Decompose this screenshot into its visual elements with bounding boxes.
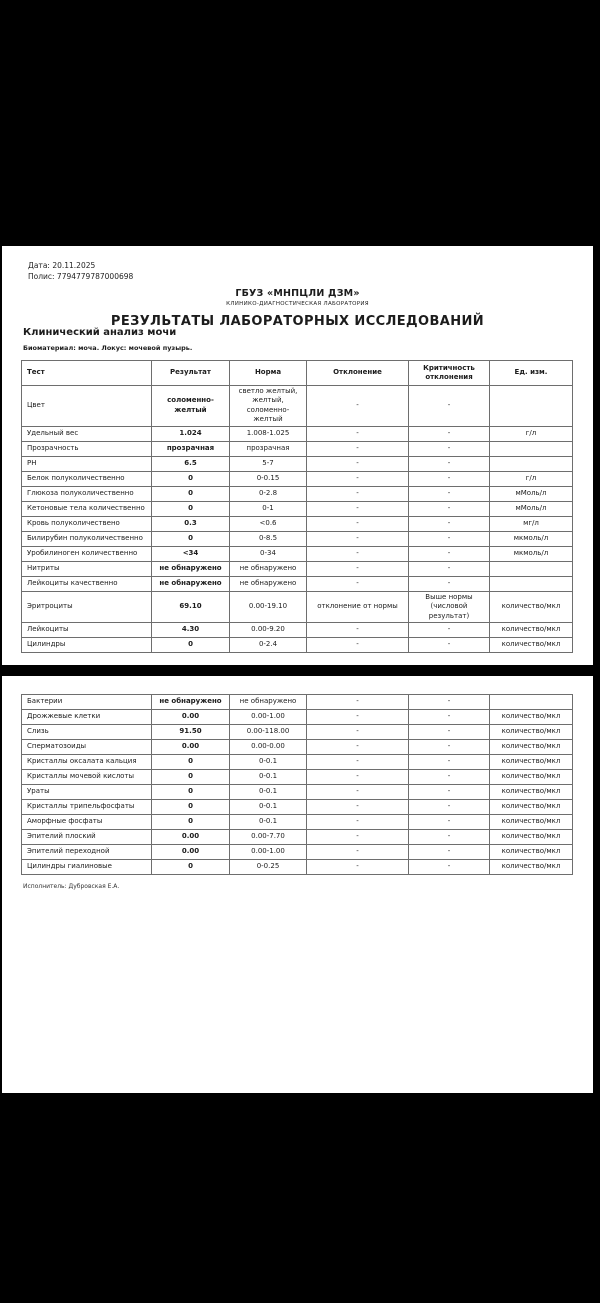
table-cell: - — [409, 830, 490, 845]
table-cell — [490, 386, 573, 427]
table-cell: г/л — [490, 471, 573, 486]
table-row — [22, 546, 573, 561]
table-cell: количество/мкл — [490, 710, 573, 725]
table-cell: 0.00 — [152, 740, 230, 755]
table-cell: 0 — [152, 531, 230, 546]
table-cell: - — [409, 531, 490, 546]
table-cell: - — [307, 576, 409, 591]
table-row — [22, 441, 573, 456]
table-cell: - — [409, 785, 490, 800]
results-table-header — [22, 361, 573, 386]
table-cell: - — [409, 456, 490, 471]
table-cell: 0.00-118.00 — [230, 725, 307, 740]
table-row — [22, 740, 573, 755]
table-cell: - — [409, 561, 490, 576]
table-cell: - — [409, 516, 490, 531]
document-page-1 — [2, 246, 593, 665]
table-cell: 0.00-19.10 — [230, 591, 307, 622]
table-cell: 0.00-9.20 — [230, 623, 307, 638]
table-cell: не обнаружено — [230, 695, 307, 710]
table-cell: - — [409, 845, 490, 860]
table-cell: 0-0.1 — [230, 785, 307, 800]
table-cell: 0-1 — [230, 501, 307, 516]
table-cell: - — [409, 441, 490, 456]
table-cell: не обнаружено — [230, 561, 307, 576]
table-cell: - — [307, 800, 409, 815]
table-cell: 91.50 — [152, 725, 230, 740]
results-table-page2 — [21, 694, 573, 875]
document-meta — [28, 260, 133, 282]
table-row — [22, 561, 573, 576]
table-cell: - — [307, 725, 409, 740]
table-cell: количество/мкл — [490, 725, 573, 740]
table-cell: светло желтый, желтый, соломенно-желтый — [230, 386, 307, 427]
table-cell: Эритроциты — [22, 591, 152, 622]
table-row — [22, 800, 573, 815]
table-cell — [490, 561, 573, 576]
table-row — [22, 501, 573, 516]
table-cell: 0 — [152, 815, 230, 830]
table-cell: 0 — [152, 486, 230, 501]
table-row — [22, 755, 573, 770]
table-header-row — [22, 361, 573, 386]
table-cell: - — [409, 486, 490, 501]
column-header: Норма — [230, 361, 307, 386]
table-cell: Удельный вес — [22, 426, 152, 441]
table-cell: 0 — [152, 638, 230, 653]
table-cell: количество/мкл — [490, 638, 573, 653]
table-cell: Бактерии — [22, 695, 152, 710]
table-cell: Нитриты — [22, 561, 152, 576]
table-cell — [490, 576, 573, 591]
table-cell: 0-2.8 — [230, 486, 307, 501]
table-cell: - — [409, 860, 490, 875]
table-cell: 0.00 — [152, 830, 230, 845]
table-row — [22, 770, 573, 785]
table-cell: мМоль/л — [490, 486, 573, 501]
table-cell: - — [307, 623, 409, 638]
table-cell: - — [409, 695, 490, 710]
table-cell: мМоль/л — [490, 501, 573, 516]
table-row — [22, 695, 573, 710]
table-cell: прозрачная — [152, 441, 230, 456]
table-row — [22, 845, 573, 860]
table-cell: 0-0.1 — [230, 800, 307, 815]
table-cell: 0.00-0.00 — [230, 740, 307, 755]
table-cell: Кристаллы мочевой кислоты — [22, 770, 152, 785]
table-cell: 0 — [152, 501, 230, 516]
table-row — [22, 638, 573, 653]
table-cell: Кетоновые тела количественно — [22, 501, 152, 516]
table-cell: количество/мкл — [490, 845, 573, 860]
table-cell: 0-0.1 — [230, 815, 307, 830]
table-row — [22, 426, 573, 441]
table-cell: мкмоль/л — [490, 546, 573, 561]
table-row — [22, 710, 573, 725]
results-table-page1 — [21, 360, 573, 653]
table-cell: - — [409, 638, 490, 653]
table-cell: мг/л — [490, 516, 573, 531]
table-cell: <34 — [152, 546, 230, 561]
table-cell: - — [307, 740, 409, 755]
document-title: РЕЗУЛЬТАТЫ ЛАБОРАТОРНЫХ ИССЛЕДОВАНИЙ — [110, 314, 485, 329]
table-cell: 69.10 — [152, 591, 230, 622]
document-header — [2, 288, 593, 329]
table-cell: - — [307, 546, 409, 561]
table-cell: количество/мкл — [490, 815, 573, 830]
table-cell: - — [307, 386, 409, 427]
table-cell: - — [307, 830, 409, 845]
table-cell: 0 — [152, 785, 230, 800]
table-cell: - — [409, 623, 490, 638]
table-cell: - — [307, 755, 409, 770]
table-cell: - — [409, 740, 490, 755]
table-cell: 0.00 — [152, 710, 230, 725]
column-header: Отклонение — [307, 361, 409, 386]
table-cell: 0-8.5 — [230, 531, 307, 546]
table-cell: 0-2.4 — [230, 638, 307, 653]
table-cell: 0.00-1.00 — [230, 845, 307, 860]
table-cell: - — [307, 785, 409, 800]
table-cell: количество/мкл — [490, 830, 573, 845]
table-cell: 0-0.1 — [230, 770, 307, 785]
table-cell: 1.024 — [152, 426, 230, 441]
table-cell — [490, 695, 573, 710]
table-cell: - — [307, 845, 409, 860]
table-cell: - — [307, 426, 409, 441]
table-cell: Цвет — [22, 386, 152, 427]
table-cell: соломенно-желтый — [152, 386, 230, 427]
table-cell: Белок полуколичественно — [22, 471, 152, 486]
table-cell: Глюкоза полуколичественно — [22, 486, 152, 501]
analysis-title: Клинический анализ мочи — [23, 327, 177, 338]
table-cell: - — [409, 800, 490, 815]
table-cell: 0-0.15 — [230, 471, 307, 486]
table-cell: 0-34 — [230, 546, 307, 561]
table-cell: количество/мкл — [490, 740, 573, 755]
table-cell: - — [307, 815, 409, 830]
table-cell: мкмоль/л — [490, 531, 573, 546]
table-cell: - — [307, 516, 409, 531]
table-cell: 0.00-1.00 — [230, 710, 307, 725]
table-cell: количество/мкл — [490, 800, 573, 815]
table-cell: Дрожжевые клетки — [22, 710, 152, 725]
table-cell: Кровь полуколичествено — [22, 516, 152, 531]
column-header: Критичность отклонения — [409, 361, 490, 386]
table-cell: Слизь — [22, 725, 152, 740]
date-line: Дата: 20.11.2025 — [28, 261, 96, 270]
table-cell: - — [307, 501, 409, 516]
table-cell: 0 — [152, 770, 230, 785]
table-cell: 0.00-7.70 — [230, 830, 307, 845]
table-cell: количество/мкл — [490, 755, 573, 770]
table-cell: Цилиндры — [22, 638, 152, 653]
executor-line: Исполнитель: Дубровская Е.А. — [23, 883, 120, 890]
table-row — [22, 815, 573, 830]
table-cell: не обнаружено — [152, 561, 230, 576]
table-cell — [490, 441, 573, 456]
table-cell: не обнаружено — [152, 695, 230, 710]
table-cell: 0.3 — [152, 516, 230, 531]
analysis-section — [23, 327, 192, 352]
table-cell: - — [307, 710, 409, 725]
table-row — [22, 516, 573, 531]
table-row — [22, 830, 573, 845]
table-row — [22, 531, 573, 546]
table-cell: Уробилиноген количественно — [22, 546, 152, 561]
column-header: Ед. изм. — [490, 361, 573, 386]
table-row — [22, 591, 573, 622]
table-cell: - — [307, 441, 409, 456]
table-cell: - — [307, 695, 409, 710]
table-cell: количество/мкл — [490, 623, 573, 638]
table-cell: Прозрачность — [22, 441, 152, 456]
table-cell: 6.5 — [152, 456, 230, 471]
table-cell: PH — [22, 456, 152, 471]
table-cell: количество/мкл — [490, 860, 573, 875]
table-cell: 0 — [152, 471, 230, 486]
table-cell: - — [307, 456, 409, 471]
table-cell: количество/мкл — [490, 770, 573, 785]
table-cell: - — [409, 426, 490, 441]
table-cell: - — [409, 471, 490, 486]
table-cell: - — [409, 710, 490, 725]
table-row — [22, 576, 573, 591]
table-cell: - — [307, 561, 409, 576]
table-cell: - — [307, 486, 409, 501]
table-cell: отклонение от нормы — [307, 591, 409, 622]
table-cell: 1.008-1.025 — [230, 426, 307, 441]
table-cell: прозрачная — [230, 441, 307, 456]
table-cell: количество/мкл — [490, 591, 573, 622]
table-row — [22, 386, 573, 427]
policy-line: Полис: 7794779787000698 — [28, 272, 134, 281]
biomaterial-line: Биоматериал: моча. Локус: мочевой пузырь. — [23, 344, 193, 352]
table-cell: не обнаружено — [152, 576, 230, 591]
table-row — [22, 486, 573, 501]
table-cell: - — [307, 531, 409, 546]
table-cell: - — [409, 576, 490, 591]
column-header: Тест — [22, 361, 152, 386]
table-cell: - — [409, 386, 490, 427]
table-cell: - — [307, 770, 409, 785]
table-cell: 0-0.25 — [230, 860, 307, 875]
table-cell: - — [409, 546, 490, 561]
organization-subtitle: КЛИНИКО-ДИАГНОСТИЧЕСКАЯ ЛАБОРАТОРИЯ — [226, 301, 369, 307]
table-cell: Аморфные фосфаты — [22, 815, 152, 830]
table-row — [22, 471, 573, 486]
table-cell: Лейкоциты — [22, 623, 152, 638]
table-cell: количество/мкл — [490, 785, 573, 800]
document-page-2 — [2, 676, 593, 1093]
table-cell: - — [409, 770, 490, 785]
table-cell: Цилиндры гиалиновые — [22, 860, 152, 875]
table-row — [22, 860, 573, 875]
table-cell: Кристаллы трипельфосфаты — [22, 800, 152, 815]
table-cell: 4.30 — [152, 623, 230, 638]
table-cell: Кристаллы оксалата кальция — [22, 755, 152, 770]
table-cell — [490, 456, 573, 471]
table-cell: 0 — [152, 755, 230, 770]
column-header: Результат — [152, 361, 230, 386]
table-cell: - — [409, 725, 490, 740]
table-row — [22, 785, 573, 800]
table-cell: Лейкоциты качественно — [22, 576, 152, 591]
table-cell: 0-0.1 — [230, 755, 307, 770]
table-row — [22, 725, 573, 740]
table-cell: <0.6 — [230, 516, 307, 531]
table-cell: г/л — [490, 426, 573, 441]
table-cell: 0 — [152, 860, 230, 875]
table-cell: Выше нормы (числовой результат) — [409, 591, 490, 622]
table-cell: Эпителий переходной — [22, 845, 152, 860]
table-cell: Эпителий плоский — [22, 830, 152, 845]
table-cell: - — [307, 860, 409, 875]
table-cell: - — [409, 755, 490, 770]
table-cell: - — [307, 471, 409, 486]
table-cell: Ураты — [22, 785, 152, 800]
table-cell: - — [409, 815, 490, 830]
table-cell: 0.00 — [152, 845, 230, 860]
table-row — [22, 456, 573, 471]
table-cell: 0 — [152, 800, 230, 815]
organization-name: ГБУЗ «МНПЦЛИ ДЗМ» — [235, 288, 360, 299]
table-cell: - — [409, 501, 490, 516]
table-row — [22, 623, 573, 638]
table-cell: Билирубин полуколичественно — [22, 531, 152, 546]
table-cell: Сперматозоиды — [22, 740, 152, 755]
table-cell: не обнаружено — [230, 576, 307, 591]
table-cell: 5-7 — [230, 456, 307, 471]
table-cell: - — [307, 638, 409, 653]
